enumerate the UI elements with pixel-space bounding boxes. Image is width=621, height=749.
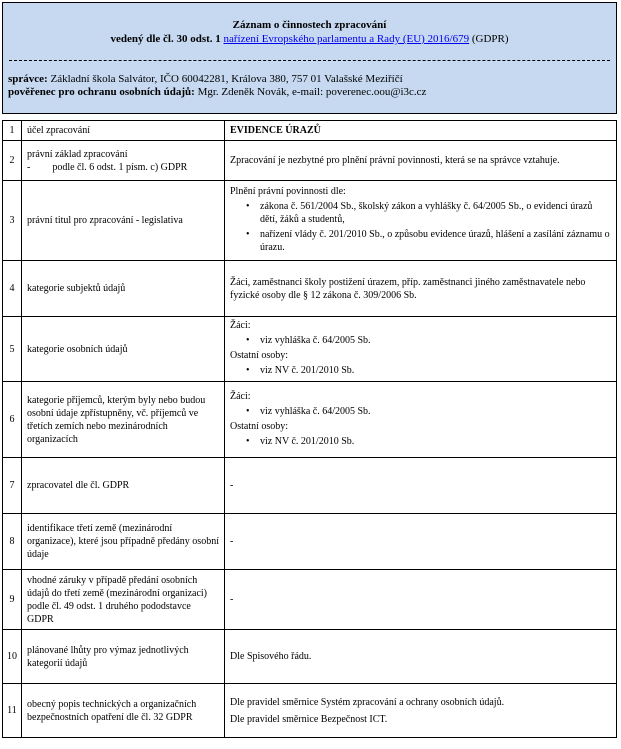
row-number: 7 <box>3 458 22 514</box>
bullet-icon: • <box>246 335 250 346</box>
table-row <box>3 570 617 630</box>
row-label <box>22 141 225 181</box>
list-item-text: viz NV č. 201/2010 Sb. <box>260 435 355 447</box>
row-label: zpracovatel dle čl. GDPR <box>22 458 225 514</box>
table-row <box>3 514 617 570</box>
security-measure-1: Dle pravidel směrnice Systém zpracování a ochrany osobních údajů. <box>230 696 505 708</box>
legislation-value <box>225 181 617 261</box>
title-line-2 <box>3 32 616 46</box>
row-number: 10 <box>3 630 22 684</box>
group-label: Ostatní osoby: <box>230 350 289 361</box>
list-item-text: viz NV č. 201/2010 Sb. <box>260 365 355 376</box>
list-item <box>246 364 611 377</box>
security-measure-2: Dle pravidel směrnice Bezpečnost ICT. <box>230 713 388 725</box>
dpo-value: Mgr. Zdeněk Novák, e-mail: poverenec.oou@i3c.cz <box>197 86 427 98</box>
row-number: 9 <box>3 570 22 630</box>
controller-value: Základní škola Salvátor, IČO 60042281, Králova 380, 757 01 Valašské Meziříčí <box>50 73 403 85</box>
document-title <box>3 18 616 46</box>
dash-marker: - <box>27 161 31 173</box>
bullet-icon: • <box>246 229 250 240</box>
row-number: 11 <box>3 684 22 738</box>
row-label: kategorie osobních údajů <box>22 317 225 382</box>
legal-basis-value: Zpracování je nezbytné pro plnění právní povinnosti, která se na správce vztahuje. <box>225 141 617 181</box>
dpo-label: pověřenec pro ochranu osobních údajů: <box>8 86 195 98</box>
legal-basis-sub <box>27 161 219 174</box>
table-row <box>3 458 617 514</box>
group-label: Žáci: <box>230 320 251 331</box>
row-label: vhodné záruky v případě předání osobních údajů do třetí země (mezinárodní organizaci) podle čl. 49 odst. 1 druhého pododstavce GDPR <box>22 570 225 630</box>
subjects-value: Žáci, zaměstnanci školy postižení úrazem, příp. zaměstnanci jiného zaměstnavatele nebo fyzické osoby dle § 12 zákona č. 309/2006 Sb. <box>225 261 617 317</box>
row-number: 6 <box>3 382 22 458</box>
processing-record-table <box>2 120 617 738</box>
row-number: 3 <box>3 181 22 261</box>
gdpr-regulation-link[interactable]: nařízení Evropského parlamentu a Rady (EU) 2016/679 <box>223 33 470 45</box>
security-measures-value <box>225 684 617 738</box>
row-label: identifikace třetí země (mezinárodní organizace), které jsou případně předány osobní údaje <box>22 514 225 570</box>
list-item-text: nařízení vlády č. 201/2010 Sb., o způsobu evidence úrazů, hlášení a zasílání záznamu o úrazu. <box>260 229 610 253</box>
row-number: 4 <box>3 261 22 317</box>
processor-value: - <box>225 458 617 514</box>
list-item <box>246 405 611 418</box>
row-label: kategorie příjemců, kterým byly nebo budou osobní údaje zpřístupněny, vč. příjemců ve třetích zemích nebo mezinárodních organizacích <box>22 382 225 458</box>
title-line-1: Záznam o činnostech zpracování <box>232 19 387 31</box>
bullet-icon: • <box>246 201 250 212</box>
third-country-value: - <box>225 514 617 570</box>
row-number: 2 <box>3 141 22 181</box>
row-number: 1 <box>3 121 22 141</box>
table-row <box>3 630 617 684</box>
legal-basis-label: právní základ zpracování <box>27 148 128 160</box>
table-row <box>3 121 617 141</box>
purpose-value: EVIDENCE ÚRAZŮ <box>225 121 617 141</box>
title-suffix: (GDPR) <box>471 33 509 45</box>
row-label: účel zpracování <box>22 121 225 141</box>
legislation-list <box>230 200 611 254</box>
controller-line <box>8 73 403 86</box>
bullet-icon: • <box>246 365 250 376</box>
safeguards-value: - <box>225 570 617 630</box>
table-row <box>3 317 617 382</box>
dpo-line <box>8 86 426 99</box>
legal-basis-article: podle čl. 6 odst. 1 písm. c) GDPR <box>52 161 188 173</box>
group-label: Ostatní osoby: <box>230 420 289 432</box>
row-label: kategorie subjektů údajů <box>22 261 225 317</box>
list-item <box>246 200 611 226</box>
bullet-icon: • <box>246 435 250 447</box>
list-item <box>246 334 611 347</box>
controller-label: správce: <box>8 73 48 85</box>
table-row <box>3 261 617 317</box>
list-item-text: viz vyhláška č. 64/2005 Sb. <box>260 405 371 417</box>
table-row <box>3 382 617 458</box>
row-number: 5 <box>3 317 22 382</box>
header-box <box>2 2 617 114</box>
dashed-divider <box>9 60 610 61</box>
row-label: právní titul pro zpracování - legislativa <box>22 181 225 261</box>
row-number: 8 <box>3 514 22 570</box>
list-item <box>246 435 611 448</box>
list-item <box>246 228 611 254</box>
title-prefix: vedený dle čl. 30 odst. 1 <box>110 33 221 45</box>
personal-data-value <box>225 317 617 382</box>
list-item-text: zákona č. 561/2004 Sb., školský zákon a vyhlášky č. 64/2005 Sb., o evidenci úrazů dětí, žáků a studentů, <box>260 201 593 225</box>
table-row <box>3 684 617 738</box>
recipients-value <box>225 382 617 458</box>
legislation-intro: Plnění právní povinnosti dle: <box>230 186 346 197</box>
list-item-text: viz vyhláška č. 64/2005 Sb. <box>260 335 371 346</box>
retention-value: Dle Spisového řádu. <box>225 630 617 684</box>
table-row <box>3 141 617 181</box>
row-label: obecný popis technických a organizačních bezpečnostních opatření dle čl. 32 GDPR <box>22 684 225 738</box>
group-label: Žáci: <box>230 390 251 402</box>
table-row <box>3 181 617 261</box>
record-document <box>2 2 617 738</box>
row-label: plánované lhůty pro výmaz jednotlivých kategorií údajů <box>22 630 225 684</box>
bullet-icon: • <box>246 405 250 417</box>
